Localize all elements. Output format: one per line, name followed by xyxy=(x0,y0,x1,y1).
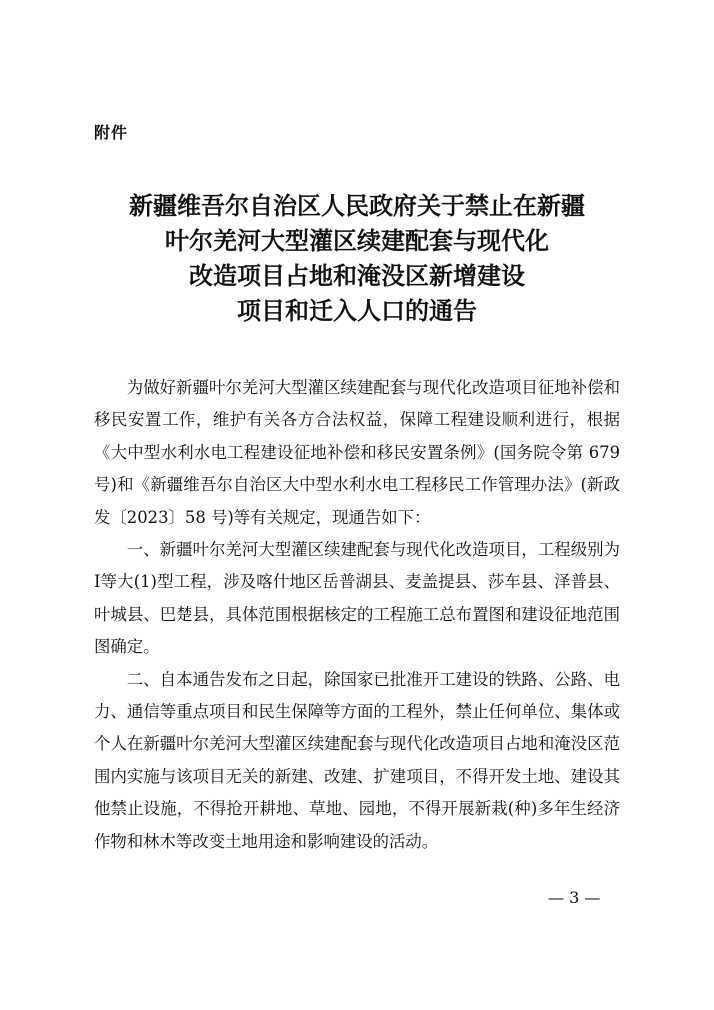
document-body xyxy=(94,372,620,858)
page-number: — 3 — xyxy=(548,888,601,907)
intro-paragraph: 为做好新疆叶尔羌河大型灌区续建配套与现代化改造项目征地补偿和移民安置工作，维护有关各方合法权益，保障工程建设顺利进行，根据《大中型水利水电工程建设征地补偿和移民安置条例》(国务院令第 679 号)和《新疆维吾尔自治区大中型水利水电工程移民工作管理办法》(新政发〔2023〕58 号)等有关规定，现通告如下： xyxy=(94,378,620,527)
document-title xyxy=(60,188,654,328)
title-line-3: 改造项目占地和淹没区新增建设 xyxy=(189,261,525,290)
clause-2-paragraph: 二、自本通告发布之日起，除国家已批准开工建设的铁路、公路、电力、通信等重点项目和民生保障等方面的工程外，禁止任何单位、集体或个人在新疆叶尔羌河大型灌区续建配套与现代化改造项目占地和淹没区范围内实施与该项目无关的新建、改建、扩建项目，不得开发土地、建设其他禁止设施，不得抢开耕地、草地、园地，不得开展新栽(种)多年生经济作物和林木等改变土地用途和影响建设的活动。 xyxy=(94,669,620,851)
title-line-2: 叶尔羌河大型灌区续建配套与现代化 xyxy=(165,226,549,255)
clause-1-paragraph: 一、新疆叶尔羌河大型灌区续建配套与现代化改造项目，工程级别为Ⅰ等大(1)型工程，涉及喀什地区岳普湖县、麦盖提县、莎车县、泽普县、叶城县、巴楚县，具体范围根据核定的工程施工总布置图和建设征地范围图确定。 xyxy=(94,540,620,657)
title-line-1: 新疆维吾尔自治区人民政府关于禁止在新疆 xyxy=(129,191,585,220)
attachment-label: 附件 xyxy=(94,123,129,142)
title-line-4: 项目和迁入人口的通告 xyxy=(237,296,477,325)
